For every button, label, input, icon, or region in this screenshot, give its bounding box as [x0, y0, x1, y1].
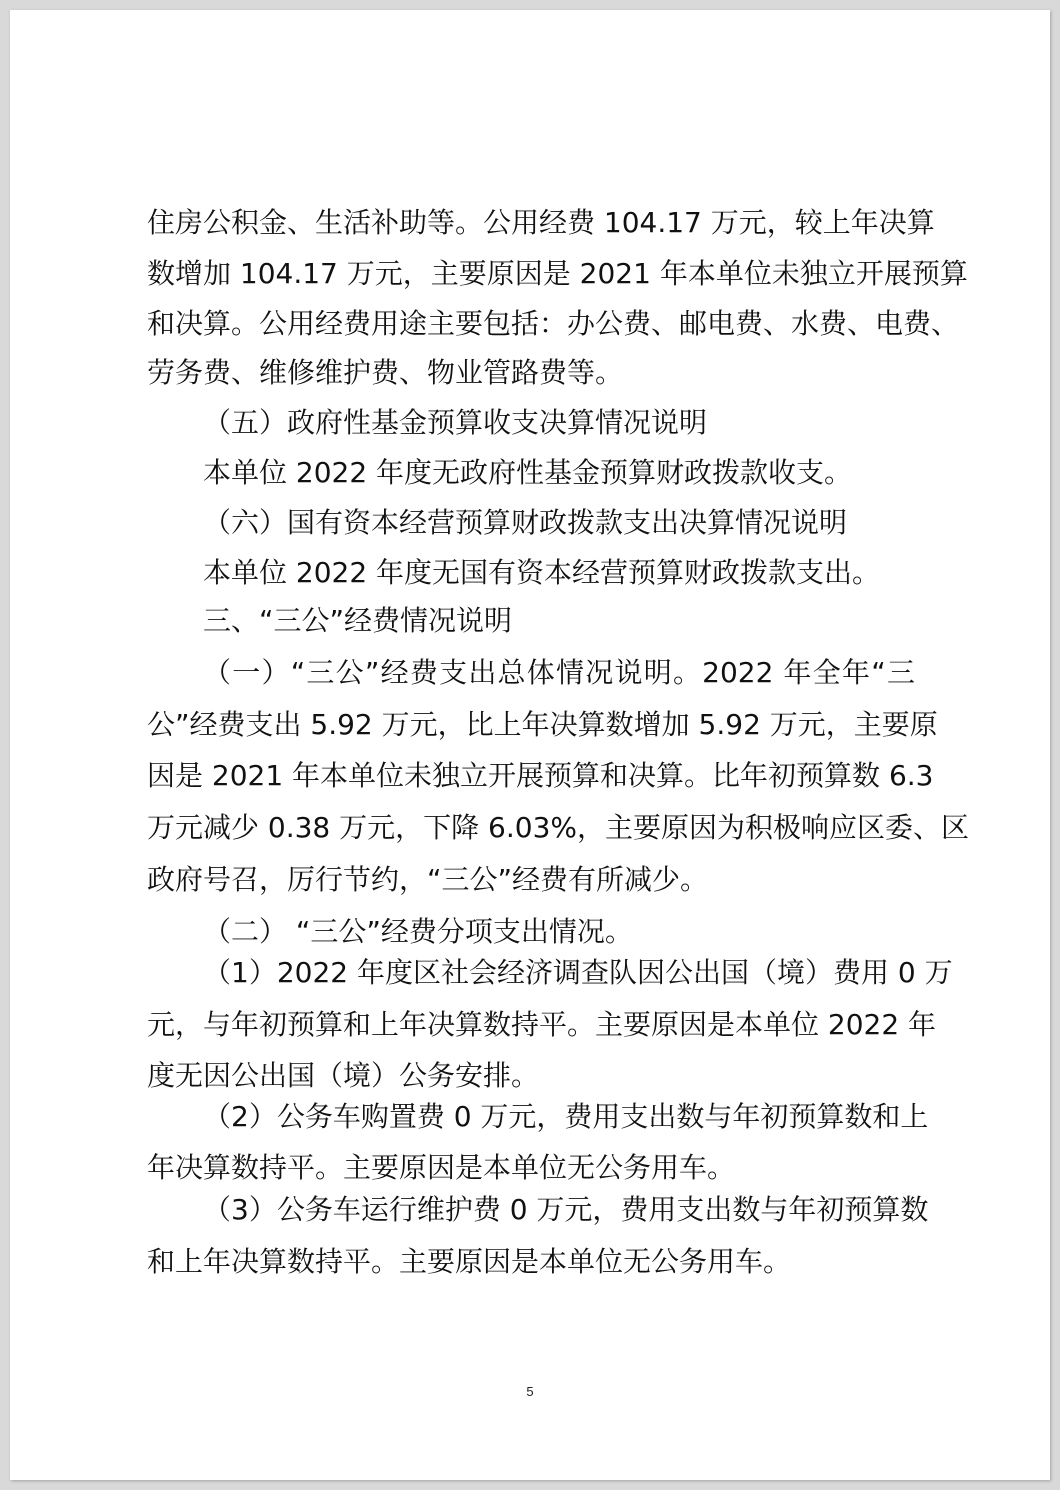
body-line: 本单位 2022 年度无政府性基金预算财政拨款收支。: [203, 456, 853, 489]
body-line: 数增加 104.17 万元，主要原因是 2021 年本单位未独立开展预算: [147, 257, 968, 290]
body-line: （3）公务车运行维护费 0 万元，费用支出数与年初预算数: [203, 1193, 929, 1226]
body-line: （一）“三公”经费支出总体情况说明。2022 年全年“三: [203, 656, 915, 689]
section-heading: （五）政府性基金预算收支决算情况说明: [203, 406, 708, 439]
body-line: 政府号召，厉行节约，“三公”经费有所减少。: [147, 863, 709, 896]
body-line: （2）公务车购置费 0 万元，费用支出数与年初预算数和上: [203, 1100, 929, 1133]
body-line: 和上年决算数持平。主要原因是本单位无公务用车。: [147, 1245, 792, 1278]
section-heading: （二） “三公”经费分项支出情况。: [203, 915, 633, 948]
body-line: 因是 2021 年本单位未独立开展预算和决算。比年初预算数 6.3: [147, 759, 934, 792]
body-line: 劳务费、维修维护费、物业管路费等。: [147, 356, 624, 389]
section-heading: 三、“三公”经费情况说明: [203, 604, 513, 637]
body-line: 元，与年初预算和上年决算数持平。主要原因是本单位 2022 年: [147, 1008, 937, 1041]
page-number: 5: [526, 1384, 534, 1399]
body-line: （1）2022 年度区社会经济调查队因公出国（境）费用 0 万: [203, 956, 953, 989]
body-line: 年决算数持平。主要原因是本单位无公务用车。: [147, 1151, 736, 1184]
document-page: [10, 10, 1050, 1480]
section-heading: （六）国有资本经营预算财政拨款支出决算情况说明: [203, 506, 848, 539]
body-line: 和决算。公用经费用途主要包括：办公费、邮电费、水费、电费、: [147, 307, 960, 340]
body-line: 本单位 2022 年度无国有资本经营预算财政拨款支出。: [203, 556, 881, 589]
body-line: 度无因公出国（境）公务安排。: [147, 1059, 540, 1092]
body-line: 万元减少 0.38 万元，下降 6.03%，主要原因为积极响应区委、区: [147, 811, 969, 844]
body-line: 公”经费支出 5.92 万元，比上年决算数增加 5.92 万元，主要原: [147, 708, 938, 741]
body-line: 住房公积金、生活补助等。公用经费 104.17 万元，较上年决算: [147, 206, 935, 239]
